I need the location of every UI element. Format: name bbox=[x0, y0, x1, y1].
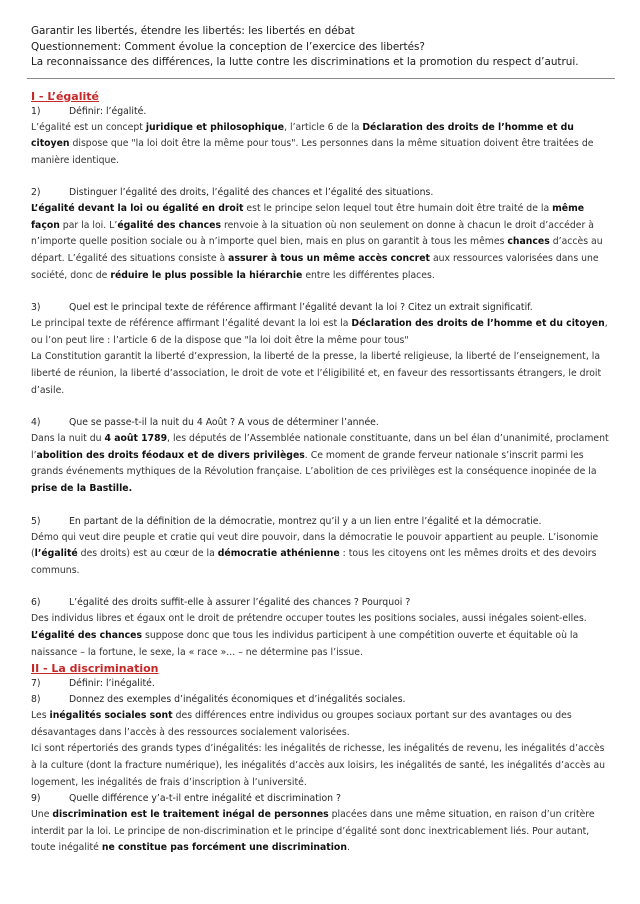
question-5 bbox=[31, 514, 611, 530]
header-title: Garantir les libertés, étendre les libertés: les libertés en débat bbox=[31, 25, 355, 37]
answer-bold: chances bbox=[507, 236, 550, 248]
answer-bold: discrimination est le traitement inégal de personnes bbox=[52, 809, 329, 821]
answer-9 bbox=[31, 807, 611, 857]
question-number: 7) bbox=[31, 678, 41, 690]
section-title-egalite: I - L’égalité bbox=[31, 89, 99, 103]
question-1 bbox=[31, 104, 611, 120]
answer-text: Les bbox=[31, 710, 50, 722]
question-9 bbox=[31, 791, 611, 807]
answer-bold: L’égalité devant la loi ou égalité en droit bbox=[31, 203, 244, 215]
answer-text: Une bbox=[31, 809, 53, 821]
question-8 bbox=[31, 692, 611, 708]
answer-5 bbox=[31, 530, 611, 580]
answer-bold: réduire le plus possible la hiérarchie bbox=[110, 269, 303, 281]
question-number: 4) bbox=[31, 417, 41, 429]
header-divider bbox=[27, 78, 615, 79]
question-7 bbox=[31, 676, 611, 692]
question-text: Définir: l’égalité. bbox=[69, 105, 147, 117]
answer-text: Des individus libres et égaux ont le droit de prétendre occuper toutes les positions sociales, aussi inégales soient-elles. bbox=[31, 613, 587, 625]
answer-bold: l’égalité bbox=[34, 548, 78, 560]
answer-text: suppose donc que tous les individus participent à une compétition ouverte et équitable où la naissance – la fortune, le sexe, la « race »... – ne détermine pas l’issue. bbox=[31, 629, 579, 658]
answer-bold: même façon bbox=[31, 203, 585, 231]
answer-text: des différences entre individus ou groupes sociaux portant sur des avantages ou des désavantages dans l’accès à des ressources socialement valorisées. bbox=[31, 710, 572, 738]
answer-text: Démo qui veut dire peuple et cratie qui veut dire pouvoir, dans la démocratie le pouvoir appartient au peuple. L’isonomie ( bbox=[31, 531, 599, 560]
question-3 bbox=[31, 300, 611, 316]
answer-bold: L’égalité des chances bbox=[31, 629, 143, 641]
answer-text: est le principe selon lequel tout être humain doit être traité de la bbox=[243, 203, 553, 215]
question-number: 8) bbox=[31, 694, 41, 706]
answer-text: d’accès au départ. L’égalité des situations consiste à bbox=[31, 236, 603, 265]
answer-text: : tous les citoyens ont les mêmes droits et des devoirs communs. bbox=[31, 548, 597, 576]
answer-bold: démocratie athénienne bbox=[217, 548, 340, 560]
answer-8 bbox=[31, 708, 611, 791]
question-number: 9) bbox=[31, 793, 41, 805]
question-6 bbox=[31, 595, 611, 611]
header-question: Questionnement: Comment évolue la conception de l’exercice des libertés? bbox=[31, 40, 425, 53]
answer-bold: juridique et philosophique bbox=[145, 121, 285, 133]
answer-bold: égalité des chances bbox=[117, 219, 222, 231]
answer-4 bbox=[31, 431, 611, 497]
answer-text: entre les différentes places. bbox=[302, 269, 435, 281]
question-number: 3) bbox=[31, 302, 41, 314]
answer-bold: abolition des droits féodaux et de divers privilèges bbox=[36, 449, 305, 461]
answer-text: par la loi. L’ bbox=[59, 219, 118, 231]
answer-text: , l’article 6 de la bbox=[284, 121, 363, 133]
question-text: En partant de la définition de la démocratie, montrez qu’il y a un lien entre l’égalité et la démocratie. bbox=[69, 515, 542, 527]
answer-text: Ici sont répertoriés des grands types d’inégalités: les inégalités de richesse, les inégalités de revenu, les inégalités d’accès à la culture (dont la fracture numérique), les inégalités d’accès aux loisirs, les inégalités de santé, les inégalités d’accès au logement, les inégalités de frais d’inscription à l’université. bbox=[31, 743, 606, 788]
answer-text: renvoie à la situation où non seulement on donne à chacun le droit d’accéder à n’importe quelle position sociale ou à n’importe quel bien, mais en plus on garantit à tous les mêmes bbox=[31, 219, 594, 248]
question-number: 1) bbox=[31, 105, 41, 117]
answer-bold: 4 août 1789 bbox=[104, 433, 168, 445]
document-header bbox=[31, 24, 611, 71]
answer-3 bbox=[31, 316, 611, 399]
section-title-discrimination: II - La discrimination bbox=[31, 662, 159, 676]
answer-bold: ne constitue pas forcément une discrimination bbox=[101, 842, 347, 854]
answer-bold: Déclaration des droits de l’homme et du citoyen bbox=[351, 318, 605, 330]
answer-bold: Déclaration des droits de l’homme et du citoyen bbox=[31, 121, 574, 150]
answer-text: , les députés de l’Assemblée nationale constituante, dans un bel élan d’unanimité, proclament l’ bbox=[31, 433, 609, 461]
answer-1 bbox=[31, 120, 611, 170]
answer-text: L’égalité est un concept bbox=[31, 121, 146, 133]
answer-bold: assurer à tous un même accès concret bbox=[228, 253, 431, 265]
answer-text: . Ce moment de grande ferveur nationale s’inscrit parmi les grands événements mythiques de la Révolution française. L’abolition de ces privilèges est la conséquence inopinée de la bbox=[31, 449, 597, 478]
question-4 bbox=[31, 415, 611, 431]
answer-text: Le principal texte de référence affirmant l’égalité devant la loi est la bbox=[31, 318, 352, 330]
answer-text: aux ressources valorisées dans une société, donc de bbox=[31, 253, 599, 281]
question-text: Donnez des exemples d’inégalités économiques et d’inégalités sociales. bbox=[69, 694, 406, 706]
question-number: 5) bbox=[31, 515, 41, 527]
question-text: Distinguer l’égalité des droits, l’égalité des chances et l’égalité des situations. bbox=[69, 187, 434, 199]
answer-text: placées dans une même situation, en raison d’un critère interdit par la loi. Le principe de non-discrimination et le principe d’égalité sont donc inextricablement liés. Pour autant, toute inégalité bbox=[31, 809, 595, 854]
answer-bold: prise de la Bastille. bbox=[31, 483, 133, 494]
question-text: Définir: l’inégalité. bbox=[69, 678, 155, 690]
question-text: Quelle différence y’a-t-il entre inégalité et discrimination ? bbox=[69, 793, 341, 805]
answer-text: Dans la nuit du bbox=[31, 433, 105, 445]
answer-text: . bbox=[346, 842, 350, 854]
answer-text: La Constitution garantit la liberté d’expression, la liberté de la presse, la liberté religieuse, la liberté de l’enseignement, la liberté de réunion, la liberté d’association, le droit de vote et l’éligibilité et, en faveur des ressortissants étrangers, le droit d’asile. bbox=[31, 351, 602, 396]
question-2 bbox=[31, 185, 611, 201]
question-number: 6) bbox=[31, 597, 41, 609]
question-text: L’égalité des droits suffit-elle à assurer l’égalité des chances ? Pourquoi ? bbox=[69, 597, 411, 609]
answer-bold: inégalités sociales sont bbox=[49, 710, 173, 722]
answer-text: des droits) est au cœur de la bbox=[77, 548, 218, 560]
answer-2 bbox=[31, 201, 611, 284]
question-text: Quel est le principal texte de référence affirmant l’égalité devant la loi ? Citez un extrait significatif. bbox=[69, 302, 533, 314]
answer-6 bbox=[31, 611, 611, 661]
header-subtitle: La reconnaissance des différences, la lutte contre les discriminations et la promotion du respect d’autrui. bbox=[31, 56, 579, 68]
question-text: Que se passe-t-il la nuit du 4 Août ? A vous de déterminer l’année. bbox=[69, 417, 379, 429]
answer-text: , ou l’on peut lire : l’article 6 de la dispose que "la loi doit être la même pour tous" bbox=[31, 318, 608, 346]
answer-text: dispose que "la loi doit être la même pour tous". Les personnes dans la même situation doivent être traitées de manière identique. bbox=[31, 138, 594, 166]
question-number: 2) bbox=[31, 187, 41, 199]
